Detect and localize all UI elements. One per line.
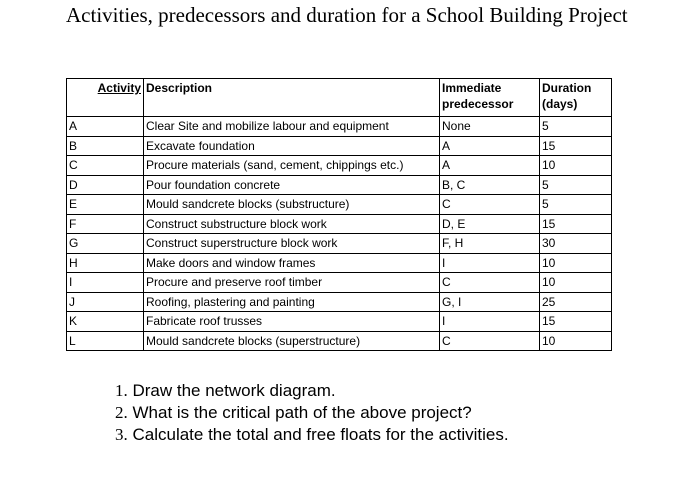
cell-duration: 10	[540, 156, 612, 176]
cell-predecessor: C	[440, 273, 540, 293]
table-row	[67, 331, 612, 351]
header-activity: Activity	[67, 79, 144, 117]
cell-predecessor: I	[440, 253, 540, 273]
cell-activity: A	[67, 117, 144, 137]
cell-predecessor: B, C	[440, 175, 540, 195]
cell-predecessor: I	[440, 312, 540, 332]
questions-list	[115, 380, 509, 446]
cell-activity: J	[67, 292, 144, 312]
table-row	[67, 292, 612, 312]
question-number: 3.	[115, 425, 128, 444]
cell-activity: K	[67, 312, 144, 332]
cell-duration: 15	[540, 214, 612, 234]
cell-description: Clear Site and mobilize labour and equipment	[144, 117, 440, 137]
header-description: Description	[144, 79, 440, 117]
cell-duration: 5	[540, 117, 612, 137]
table-row	[67, 312, 612, 332]
cell-duration: 10	[540, 331, 612, 351]
question-number: 2.	[115, 403, 128, 422]
cell-predecessor: None	[440, 117, 540, 137]
cell-description: Roofing, plastering and painting	[144, 292, 440, 312]
table-row	[67, 253, 612, 273]
cell-description: Pour foundation concrete	[144, 175, 440, 195]
cell-description: Construct substructure block work	[144, 214, 440, 234]
question-item	[115, 402, 509, 424]
activities-table	[66, 78, 612, 351]
table-row	[67, 234, 612, 254]
cell-activity: E	[67, 195, 144, 215]
cell-activity: G	[67, 234, 144, 254]
table-row	[67, 156, 612, 176]
cell-description: Mould sandcrete blocks (superstructure)	[144, 331, 440, 351]
cell-description: Procure and preserve roof timber	[144, 273, 440, 293]
table-row	[67, 136, 612, 156]
question-item	[115, 424, 509, 446]
cell-predecessor: D, E	[440, 214, 540, 234]
cell-duration: 10	[540, 253, 612, 273]
cell-description: Fabricate roof trusses	[144, 312, 440, 332]
cell-duration: 25	[540, 292, 612, 312]
table-header-row	[67, 79, 612, 117]
table-row	[67, 273, 612, 293]
cell-predecessor: A	[440, 136, 540, 156]
cell-predecessor: G, I	[440, 292, 540, 312]
table-row	[67, 195, 612, 215]
cell-predecessor: C	[440, 195, 540, 215]
cell-duration: 5	[540, 195, 612, 215]
cell-description: Construct superstructure block work	[144, 234, 440, 254]
cell-predecessor: C	[440, 331, 540, 351]
cell-duration: 10	[540, 273, 612, 293]
question-item	[115, 380, 509, 402]
cell-activity: L	[67, 331, 144, 351]
cell-predecessor: A	[440, 156, 540, 176]
table-row	[67, 117, 612, 137]
cell-duration: 15	[540, 312, 612, 332]
question-text: Draw the network diagram.	[132, 381, 336, 400]
cell-activity: F	[67, 214, 144, 234]
cell-description: Excavate foundation	[144, 136, 440, 156]
cell-activity: D	[67, 175, 144, 195]
question-text: What is the critical path of the above project?	[132, 403, 472, 422]
header-duration: Duration (days)	[540, 79, 612, 117]
cell-activity: H	[67, 253, 144, 273]
cell-duration: 30	[540, 234, 612, 254]
header-predecessor: Immediate predecessor	[440, 79, 540, 117]
cell-activity: B	[67, 136, 144, 156]
cell-duration: 15	[540, 136, 612, 156]
table-row	[67, 175, 612, 195]
question-text: Calculate the total and free floats for the activities.	[132, 425, 509, 444]
cell-description: Procure materials (sand, cement, chippings etc.)	[144, 156, 440, 176]
table-row	[67, 214, 612, 234]
cell-activity: C	[67, 156, 144, 176]
question-number: 1.	[115, 381, 128, 400]
cell-predecessor: F, H	[440, 234, 540, 254]
cell-activity: I	[67, 273, 144, 293]
cell-description: Make doors and window frames	[144, 253, 440, 273]
cell-description: Mould sandcrete blocks (substructure)	[144, 195, 440, 215]
page-title: Activities, predecessors and duration for a School Building Project	[66, 3, 628, 27]
cell-duration: 5	[540, 175, 612, 195]
